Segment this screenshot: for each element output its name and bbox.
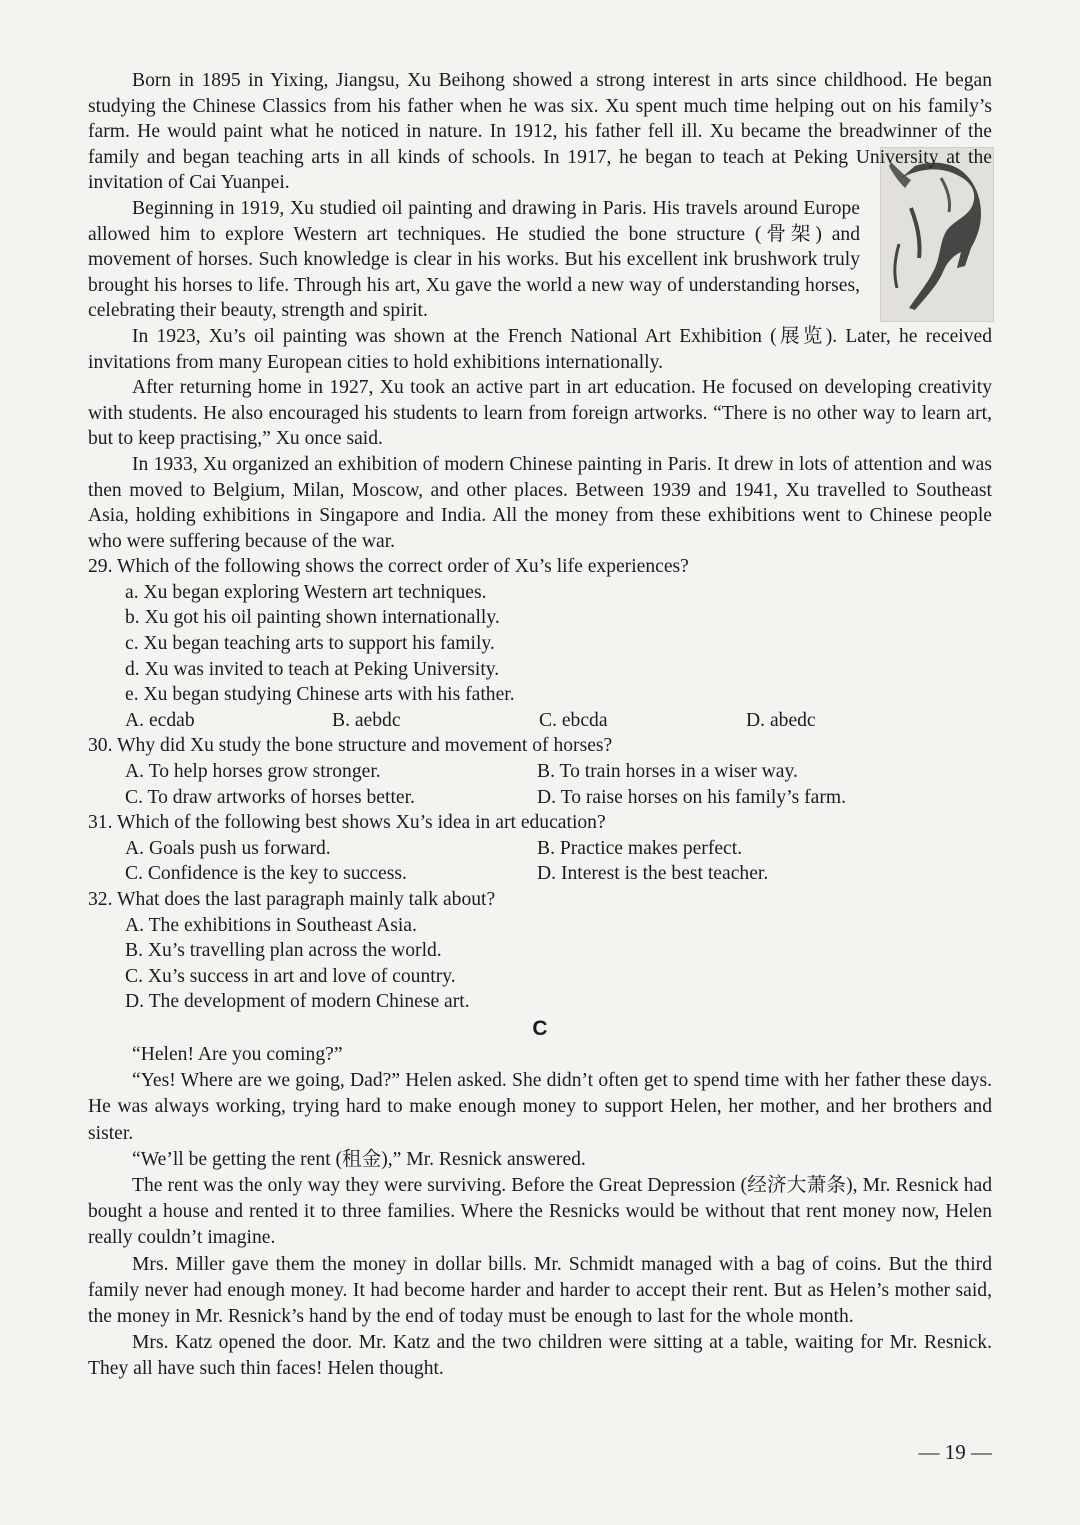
question-stem: 29. Which of the following shows the correct order of Xu’s life experiences?	[88, 556, 689, 578]
question-30	[88, 733, 992, 810]
option-d: D. abedc	[746, 709, 816, 731]
option-b: B. Practice makes perfect.	[537, 837, 743, 859]
paragraph: In 1933, Xu organized an exhibition of modern Chinese painting in Paris. It drew in lots of attention and was then moved to Belgium, Milan, Moscow, and other places. Between 1939 and 1941, Xu travelled to Southeast Asia, holding exhibitions in Singapore and India. All the money from these exhibitions went to Chinese people who were suffering because of the war.	[88, 453, 992, 552]
section-heading: C	[532, 1016, 548, 1040]
paragraph: Mrs. Miller gave them the money in dollar bills. Mr. Schmidt managed with a bag of coins. But the third family never had enough money. It had become harder and harder to accept their rent. But as Helen’s mother said, the money in Mr. Resnick’s hand by the end of today must be enough to last for the whole month.	[88, 1253, 992, 1327]
option-d: D. Interest is the best teacher.	[537, 863, 769, 885]
option-b: B. To train horses in a wiser way.	[537, 761, 798, 783]
paragraph: Born in 1895 in Yixing, Jiangsu, Xu Beihong showed a strong interest in arts since childhood. He began studying the Chinese Classics from his father when he was six. Xu spent much time helping out on his family’s farm. He would paint what he noticed in nature. In 1912, his father fell ill. Xu became the breadwinner of the family and began teaching arts in all kinds of schools. In 1917, he began to teach at Peking University at the invitation of Cai Yuanpei.	[88, 70, 992, 194]
list-item: a. Xu began exploring Western art techniques.	[125, 581, 487, 603]
question-31	[88, 810, 992, 887]
paragraph: Mrs. Katz opened the door. Mr. Katz and the two children were sitting at a table, waiting for Mr. Resnick. They all have such thin faces! Helen thought.	[88, 1332, 992, 1380]
answer-options	[88, 836, 992, 862]
paragraph: “We’ll be getting the rent (租金),” Mr. Resnick answered.	[132, 1148, 586, 1170]
list-item: e. Xu began studying Chinese arts with his father.	[125, 684, 515, 706]
question-32	[88, 887, 992, 1015]
question-29	[88, 554, 992, 733]
paragraph: After returning home in 1927, Xu took an active part in art education. He focused on developing creativity with students. He also encouraged his students to learn from foreign artworks. “There is no other way to learn art, but to keep practising,” Xu once said.	[88, 377, 992, 450]
question-stem: 31. Which of the following best shows Xu’s idea in art education?	[88, 812, 606, 834]
list-item: d. Xu was invited to teach at Peking University.	[125, 658, 500, 680]
question-stem: 30. Why did Xu study the bone structure and movement of horses?	[88, 735, 613, 757]
option-b: B. Xu’s travelling plan across the world.	[125, 940, 442, 962]
paragraph: In 1923, Xu’s oil painting was shown at the French National Art Exhibition (展览). Later, he received invitations from many European cities to hold exhibitions internationally.	[88, 325, 992, 373]
paragraph: “Helen! Are you coming?”	[132, 1043, 343, 1065]
option-a: A. The exhibitions in Southeast Asia.	[125, 914, 417, 936]
passage-c	[88, 1042, 992, 1383]
option-a: A. To help horses grow stronger.	[125, 761, 381, 783]
option-c: C. Xu’s success in art and love of country.	[125, 965, 456, 987]
answer-options	[88, 861, 992, 887]
page-number: — 19 —	[918, 1440, 992, 1464]
option-c: C. To draw artworks of horses better.	[125, 786, 415, 808]
answer-options	[88, 785, 992, 811]
option-a: A. Goals push us forward.	[125, 837, 331, 859]
option-c: C. ebcda	[539, 709, 608, 731]
passage-b	[88, 68, 992, 554]
option-b: B. aebdc	[332, 709, 401, 731]
answer-options	[88, 759, 992, 785]
question-stem: 32. What does the last paragraph mainly talk about?	[88, 889, 496, 910]
list-item: c. Xu began teaching arts to support his family.	[125, 633, 495, 655]
answer-options	[88, 708, 992, 734]
option-a: A. ecdab	[125, 709, 195, 731]
paragraph: Beginning in 1919, Xu studied oil painting and drawing in Paris. His travels around Europe allowed him to explore Western art techniques. He studied the bone structure (骨架) and movement of horses. Such knowledge is clear in his works. But his excellent ink brushwork truly brought his horses to life. Through his art, Xu gave the world a new way of understanding horses, celebrating their beauty, strength and spirit.	[88, 197, 860, 322]
option-c: C. Confidence is the key to success.	[125, 863, 407, 885]
paragraph: The rent was the only way they were surviving. Before the Great Depression (经济大萧条), Mr. Resnick had bought a house and rented it to three families. Where the Resnicks would be without that rent money now, Helen really couldn’t imagine.	[88, 1174, 992, 1249]
list-item: b. Xu got his oil painting shown internationally.	[125, 607, 500, 629]
option-d: D. The development of modern Chinese art.	[125, 991, 470, 1013]
paragraph: “Yes! Where are we going, Dad?” Helen asked. She didn’t often get to spend time with her father these days. He was always working, trying hard to make enough money to support Helen, her mother, and her brothers and sister.	[88, 1070, 992, 1144]
option-d: D. To raise horses on his family’s farm.	[537, 786, 846, 808]
page-content	[88, 68, 992, 1383]
